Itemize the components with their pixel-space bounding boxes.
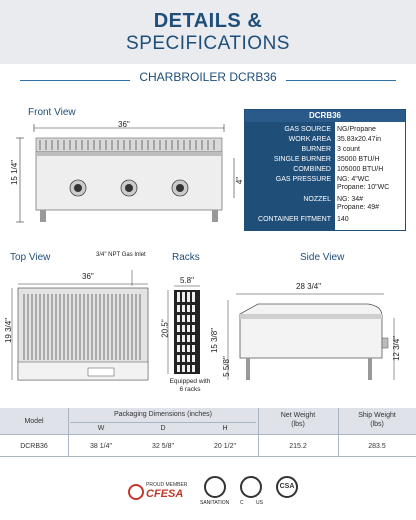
side-leg-label: 5 5/8" — [221, 356, 231, 377]
row-h: 20 1/2" — [214, 443, 236, 450]
nsf-logo — [204, 476, 226, 498]
certification-logos: PROUD MEMBER CFESA SANITATION C US CSA — [0, 472, 416, 520]
side-view-drawing — [218, 288, 416, 388]
col-d: D — [160, 425, 166, 432]
etl-logo — [240, 476, 262, 498]
knob-icon — [70, 180, 86, 196]
gas-inlet-note: 3/4" NPT Gas Inlet — [96, 252, 146, 258]
side-right-height-label: 12 3/4" — [392, 335, 402, 362]
col-model: Model — [24, 418, 44, 425]
col-net: Net Weight — [280, 412, 316, 419]
col-net-unit: (lbs) — [291, 421, 305, 428]
col-ship-unit: (lbs) — [370, 421, 384, 428]
side-view-title: Side View — [300, 252, 345, 263]
knob-icon — [121, 180, 137, 196]
csa-logo: CSA — [276, 476, 298, 498]
header-title-line1: DETAILS & — [153, 10, 263, 32]
rack-note-1: Equipped with — [169, 378, 211, 385]
row-net: 215.2 — [289, 443, 307, 450]
front-right-label: 4" — [235, 176, 245, 185]
top-depth-label: 19 3/4" — [4, 317, 14, 344]
front-height-label: 15 1/4" — [10, 159, 20, 186]
front-width-label: 36" — [118, 120, 130, 129]
row-model: DCRB36 — [20, 443, 48, 450]
packaging-table — [0, 408, 416, 466]
knob-icon — [172, 180, 188, 196]
rack-width-label: 5.8" — [180, 276, 194, 285]
top-view-drawing — [0, 262, 160, 388]
top-view-title: Top View — [10, 252, 51, 263]
header-title-line2: SPECIFICATIONS — [126, 33, 290, 54]
rack-length-label: 20.5" — [160, 319, 170, 338]
racks-title: Racks — [172, 252, 200, 263]
row-d: 32 5/8" — [152, 443, 174, 450]
us-mark: US — [256, 500, 263, 506]
sanitation-label: SANITATION — [200, 500, 230, 506]
rack-note-2: 6 racks — [179, 386, 201, 393]
rack-drawing — [160, 282, 210, 378]
col-ship: Ship Weight — [358, 412, 396, 419]
front-view-drawing — [0, 118, 240, 230]
model-title: CHARBROILER DCRB36 — [139, 70, 277, 84]
front-view-title: Front View — [28, 107, 76, 118]
col-packaging: Packaging Dimensions (inches) — [113, 411, 213, 418]
page-header — [0, 0, 416, 64]
row-w: 38 1/4" — [90, 443, 112, 450]
spec-table: DCRB36 GAS SOURCE NG/Propane WORK AREA 35.83x20.47in BURNER 3 count SINGLE BURNER 35000 BTU/H COMBINED 105000 BTU/H GAS PRESSURE NG: 4"WC Propane: 10"WC NOZZEL NG: 34# Propane: 49# CONTAINER FITMENT 140 — [244, 109, 406, 231]
spec-header: DCRB36 — [245, 110, 405, 122]
top-width-label: 36" — [82, 272, 94, 281]
side-height-label: 15 3/8" — [210, 327, 220, 354]
c-mark: C — [240, 500, 244, 506]
col-h: H — [222, 425, 228, 432]
row-ship: 283.5 — [368, 443, 386, 450]
side-depth-label: 28 3/4" — [296, 282, 322, 291]
col-w: W — [97, 425, 105, 432]
